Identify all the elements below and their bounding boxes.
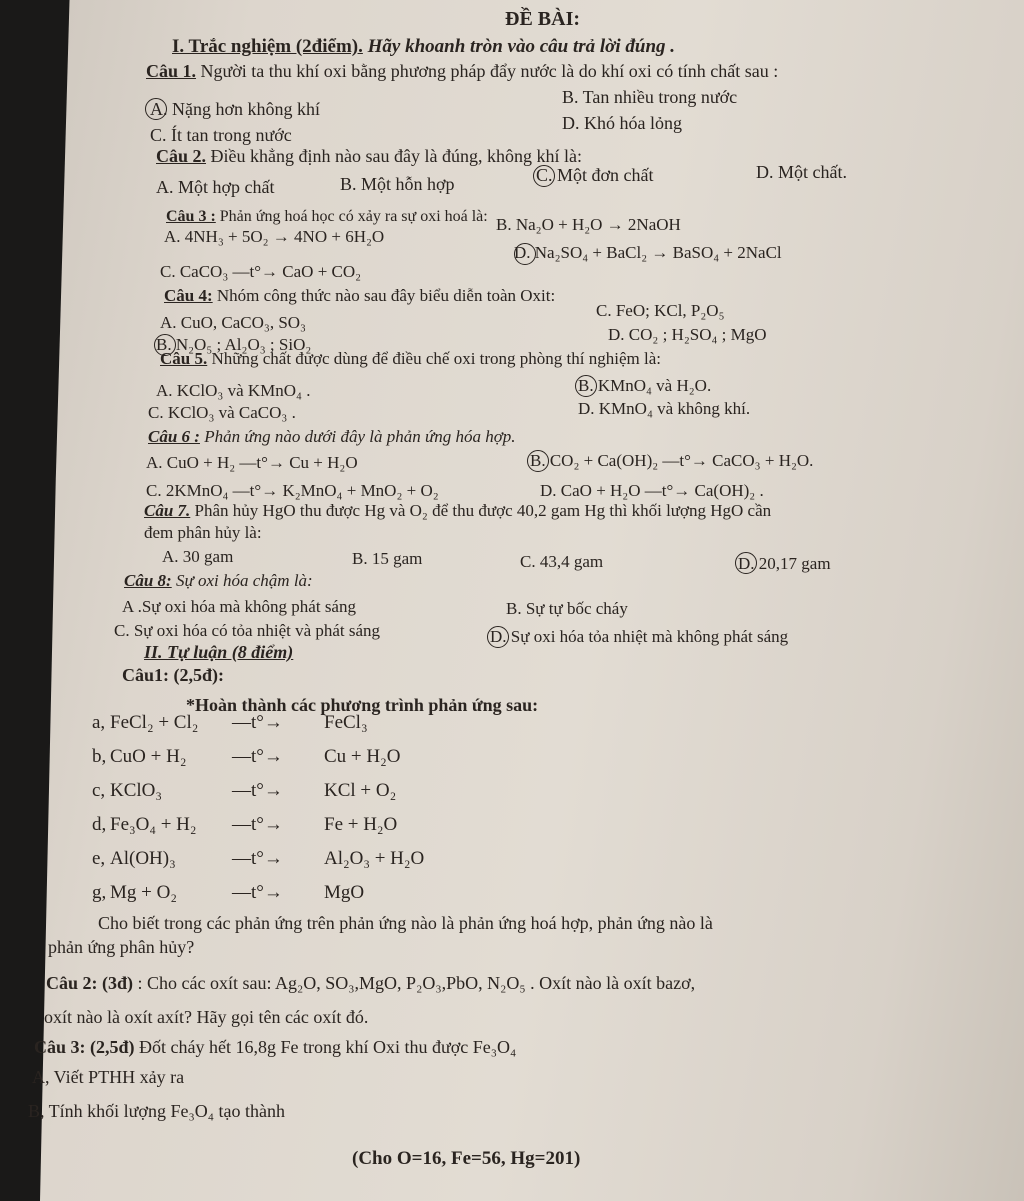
q5-option-a[interactable]: A. KClO₃ và KMnO₄ . <box>156 381 311 400</box>
reaction-reactants: Fe₃O₄ + H₂ <box>110 814 197 835</box>
q1-option-a[interactable]: A. Nặng hơn không khí <box>150 99 321 119</box>
q6-option-d[interactable]: D. CaO + H₂O —t°→ Ca(OH)₂ . <box>540 481 764 500</box>
q3-option-c[interactable]: C. CaCO₃ —t°→ CaO + CO₂ <box>160 262 362 281</box>
question-6 <box>148 426 516 448</box>
q4-option-d[interactable]: D. CO₂ ; H₂SO₄ ; MgO <box>608 325 767 344</box>
reaction-reactants: CuO + H₂ <box>110 746 187 767</box>
q1-essay-question-line1: Cho biết trong các phản ứng trên phản ứng nào là phản ứng hoá hợp, phản ứng nào là <box>98 913 713 933</box>
exam-title: ĐỀ BÀI: <box>505 8 581 30</box>
question-label: Câu 6 : <box>148 427 200 446</box>
reaction-reactants: Al(OH)₃ <box>110 848 176 869</box>
reaction-arrow: —t°→ <box>232 848 283 869</box>
question-text: Điều khẳng định nào sau đây là đúng, không khí là: <box>210 146 582 166</box>
reaction-letter: b, <box>92 746 107 767</box>
given-atomic-masses: (Cho O=16, Fe=56, Hg=201) <box>352 1148 581 1169</box>
question-7-text-continued: đem phân hủy là: <box>144 523 262 542</box>
question-label: Câu 1. <box>146 61 197 81</box>
q6-option-a[interactable]: A. CuO + H₂ —t°→ Cu + H₂O <box>146 453 358 472</box>
question-5 <box>160 348 661 370</box>
reaction-reactants: Mg + O₂ <box>110 882 177 903</box>
reaction-letter: a, <box>92 712 106 733</box>
answer-circle <box>533 165 555 187</box>
q7-option-d[interactable]: D. 20,17 gam <box>738 554 831 573</box>
part1-heading <box>172 36 675 58</box>
answer-circle <box>527 450 549 472</box>
q7-option-c[interactable]: C. 43,4 gam <box>520 552 604 571</box>
answer-circle <box>735 552 757 574</box>
reaction-letter: e, <box>92 848 106 869</box>
question-label: Câu 4: <box>164 286 213 305</box>
q3-essay-part-b: B, Tính khối lượng Fe₃O₄ tạo thành <box>28 1101 285 1121</box>
q7-option-a[interactable]: A. 30 gam <box>162 547 234 566</box>
reaction-reactants: FeCl₂ + Cl₂ <box>110 712 199 733</box>
reaction-letter: c, <box>92 780 106 801</box>
reaction-products: KCl + O₂ <box>324 780 397 801</box>
question-3 <box>166 206 488 228</box>
question-text: Phản ứng hoá học có xảy ra sự oxi hoá là: <box>219 208 488 225</box>
q1-essay-question-line2: phản ứng phân hủy? <box>48 937 195 957</box>
question-label: Câu 2. <box>156 146 207 166</box>
reaction-products: Cu + H₂O <box>324 746 401 767</box>
q8-option-d[interactable]: D. Sự oxi hóa tỏa nhiệt mà không phát sáng <box>490 627 789 646</box>
q2-option-d[interactable]: D. Một chất. <box>756 162 847 182</box>
q4-option-b[interactable]: B. N₂O₅ ; Al₂O₃ ; SiO₂ <box>156 335 312 354</box>
q3-option-b[interactable]: B. Na₂O + H₂O → 2NaOH <box>496 215 681 234</box>
q8-option-a[interactable]: A .Sự oxi hóa mà không phát sáng <box>122 597 356 616</box>
question-4 <box>164 285 555 307</box>
question-label: Câu 5. <box>160 349 208 368</box>
q3-option-a[interactable]: A. 4NH₃ + 5O₂ → 4NO + 6H₂O <box>164 227 385 246</box>
q6-option-b[interactable]: B. CO₂ + Ca(OH)₂ —t°→ CaCO₃ + H₂O. <box>530 451 814 470</box>
q2-option-b[interactable]: B. Một hỗn hợp <box>340 174 455 194</box>
reaction-reactants: KClO₃ <box>110 780 163 801</box>
q4-option-c[interactable]: C. FeO; KCl, P₂O₅ <box>596 301 725 320</box>
question-text: Nhóm công thức nào sau đây biểu diễn toàn Oxit: <box>216 286 556 305</box>
reaction-products: Fe + H₂O <box>324 814 398 835</box>
q1-essay-instruction: *Hoàn thành các phương trình phản ứng sau: <box>186 695 539 715</box>
answer-circle <box>514 243 536 265</box>
q5-option-c[interactable]: C. KClO₃ và CaCO₃ . <box>148 403 296 422</box>
reaction-arrow: —t°→ <box>232 882 283 903</box>
q1-option-d[interactable]: D. Khó hóa lỏng <box>562 113 682 133</box>
reaction-letter: g, <box>92 882 107 903</box>
reaction-arrow: —t°→ <box>232 746 283 767</box>
q4-option-a[interactable]: A. CuO, CaCO₃, SO₃ <box>160 313 306 332</box>
q1-option-b[interactable]: B. Tan nhiều trong nước <box>562 87 738 107</box>
q3-essay <box>34 1036 516 1058</box>
q3-essay-label: Câu 3: (2,5đ) <box>34 1037 135 1057</box>
q6-option-c[interactable]: C. 2KMnO₄ —t°→ K₂MnO₄ + MnO₂ + O₂ <box>146 481 439 500</box>
q5-option-d[interactable]: D. KMnO₄ và không khí. <box>578 399 751 418</box>
part1-instruction: Hãy khoanh tròn vào câu trả lời đúng . <box>367 36 676 57</box>
q3-essay-part-a: A, Viết PTHH xảy ra <box>32 1067 185 1087</box>
q8-option-c[interactable]: C. Sự oxi hóa có tỏa nhiệt và phát sáng <box>114 621 381 640</box>
q2-option-a[interactable]: A. Một hợp chất <box>156 177 275 197</box>
question-2 <box>156 145 582 167</box>
reaction-products: MgO <box>324 882 365 903</box>
q8-option-b[interactable]: B. Sự tự bốc cháy <box>506 599 628 618</box>
q2-essay-label: Câu 2: (3đ) <box>46 973 134 993</box>
q3-essay-text: Đốt cháy hết 16,8g Fe trong khí Oxi thu được Fe₃O₄ <box>139 1037 517 1057</box>
reaction-arrow: —t°→ <box>232 712 283 733</box>
part1-label: I. Trắc nghiệm (2điểm). <box>172 36 363 57</box>
question-label: Câu 3 : <box>166 208 216 225</box>
q2-essay-line2: oxít nào là oxít axít? Hãy gọi tên các oxít đó. <box>44 1007 369 1027</box>
question-text: Người ta thu khí oxi bằng phương pháp đẩy nước là do khí oxi có tính chất sau : <box>200 61 779 81</box>
question-7 <box>144 500 771 522</box>
q2-essay-text: : Cho các oxít sau: Ag₂O, SO₃,MgO, P₂O₃,PbO, N₂O₅ . Oxít nào là oxít bazơ, <box>137 973 696 993</box>
question-text: Những chất được dùng để điều chế oxi trong phòng thí nghiệm là: <box>211 349 661 368</box>
question-label: Câu 7. <box>144 501 191 520</box>
question-text: Sự oxi hóa chậm là: <box>175 571 313 590</box>
reaction-arrow: —t°→ <box>232 814 283 835</box>
question-text: Phân hủy HgO thu được Hg và O₂ để thu được 40,2 gam Hg thì khối lượng HgO cần <box>194 501 772 520</box>
q1-essay-label: Câu1: (2,5đ): <box>122 665 224 685</box>
answer-circle <box>145 98 167 120</box>
q2-essay <box>46 972 695 994</box>
answer-circle <box>487 626 509 648</box>
reaction-products: FeCl₃ <box>324 712 368 733</box>
question-label: Câu 8: <box>124 571 172 590</box>
question-1 <box>146 60 778 82</box>
q7-option-b[interactable]: B. 15 gam <box>352 549 423 568</box>
q3-option-d[interactable]: D. Na₂SO₄ + BaCl₂ → BaSO₄ + 2NaCl <box>514 243 782 262</box>
question-8 <box>124 570 313 592</box>
reaction-letter: d, <box>92 814 107 835</box>
q1-option-c[interactable]: C. Ít tan trong nước <box>150 125 292 145</box>
question-text: Phản ứng nào dưới đây là phản ứng hóa hợp. <box>204 427 516 446</box>
q5-option-b[interactable]: B. KMnO₄ và H₂O. <box>578 376 712 395</box>
reaction-arrow: —t°→ <box>232 780 283 801</box>
part2-heading: II. Tự luận (8 điểm) <box>144 642 294 662</box>
reaction-products: Al₂O₃ + H₂O <box>324 848 425 869</box>
answer-circle <box>575 375 597 397</box>
q2-option-c[interactable]: C. Một đơn chất <box>536 165 654 185</box>
